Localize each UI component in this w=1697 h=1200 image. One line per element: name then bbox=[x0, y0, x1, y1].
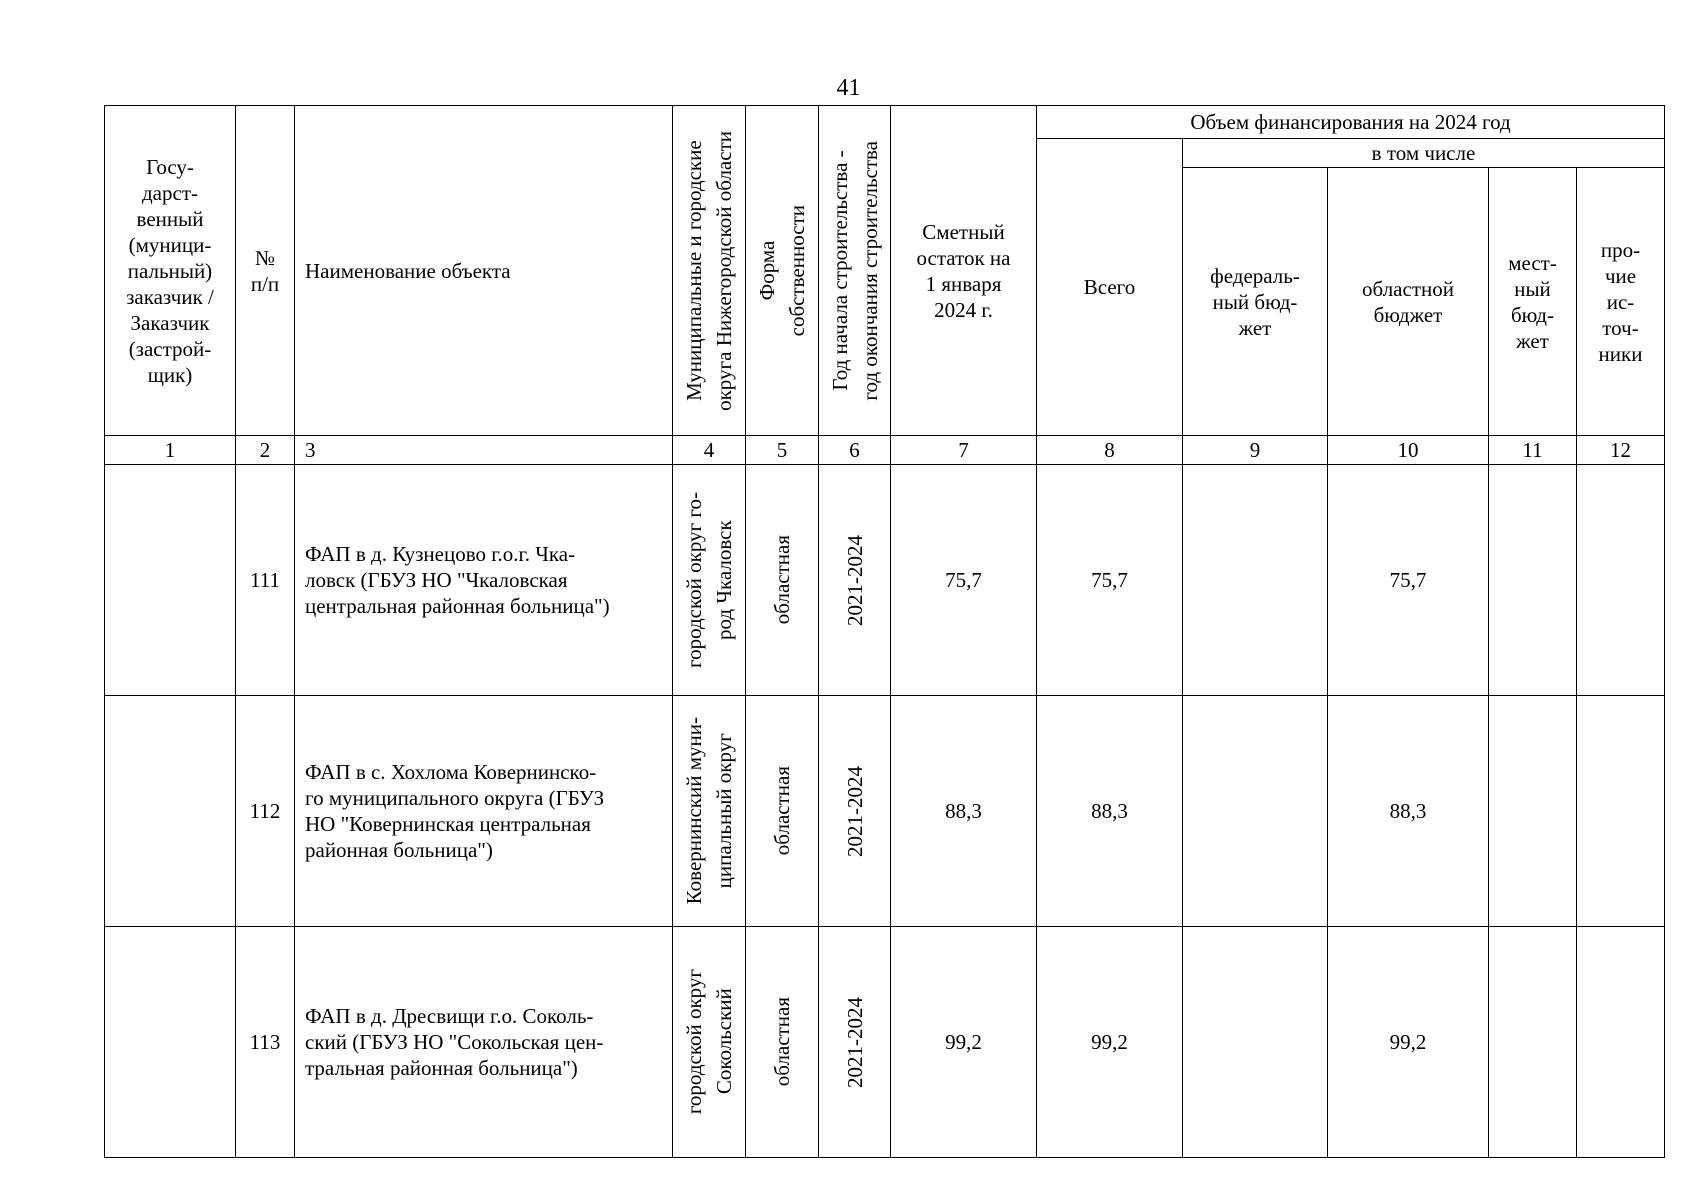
cell-number: 113 bbox=[236, 927, 295, 1158]
cell-local bbox=[1489, 696, 1577, 927]
header-customer-line: щик) bbox=[147, 362, 193, 387]
column-number: 11 bbox=[1489, 436, 1577, 465]
cell-ownership-text: областная bbox=[770, 766, 794, 856]
header-regional-line: бюджет bbox=[1373, 302, 1443, 327]
cell-object-name-line: НО "Ковернинская центральная bbox=[305, 812, 591, 836]
header-row-top bbox=[105, 106, 1665, 139]
cell-other bbox=[1577, 696, 1665, 927]
table-row bbox=[105, 696, 1665, 927]
cell-other bbox=[1577, 927, 1665, 1158]
header-regional bbox=[1328, 168, 1489, 436]
cell-object-name-line: ловск (ГБУЗ НО "Чкаловская bbox=[305, 568, 568, 592]
cell-federal bbox=[1183, 696, 1328, 927]
cell-customer bbox=[105, 927, 236, 1158]
funding-table bbox=[104, 105, 1665, 1158]
cell-years bbox=[819, 696, 891, 927]
cell-municipality-line: городской округ го- bbox=[682, 492, 706, 668]
header-years bbox=[819, 106, 891, 436]
cell-local bbox=[1489, 465, 1577, 696]
cell-number: 112 bbox=[236, 696, 295, 927]
column-number: 12 bbox=[1577, 436, 1665, 465]
cell-object-name bbox=[295, 927, 673, 1158]
cell-object-name-line: ский (ГБУЗ НО "Сокольская цен- bbox=[305, 1030, 604, 1054]
cell-municipality bbox=[673, 696, 746, 927]
cell-regional: 99,2 bbox=[1328, 927, 1489, 1158]
cell-object-name-line: центральная районная больница") bbox=[305, 594, 610, 618]
header-municipality-line: округа Нижегородской области bbox=[712, 130, 736, 411]
header-other-line: про- bbox=[1600, 237, 1641, 262]
header-number-sign: № bbox=[254, 245, 276, 270]
header-customer-line: венный bbox=[136, 206, 204, 231]
cell-municipality-line: Ковернинский муни- bbox=[682, 717, 706, 905]
header-other-line: ники bbox=[1598, 341, 1643, 366]
cell-federal bbox=[1183, 465, 1328, 696]
header-ownership bbox=[746, 106, 819, 436]
column-number: 6 bbox=[819, 436, 891, 465]
header-federal-line: федераль- bbox=[1210, 263, 1300, 288]
header-estimate-line: Сметный bbox=[922, 219, 1005, 244]
header-total: Всего bbox=[1037, 139, 1183, 436]
cell-estimate: 99,2 bbox=[891, 927, 1037, 1158]
header-estimate bbox=[891, 106, 1037, 436]
column-number: 3 bbox=[295, 436, 673, 465]
header-customer-line: заказчик / bbox=[126, 284, 214, 309]
column-number: 1 bbox=[105, 436, 236, 465]
header-including: в том числе bbox=[1183, 139, 1665, 168]
header-customer-line: пальный) bbox=[127, 258, 213, 283]
cell-number: 111 bbox=[236, 465, 295, 696]
header-customer-line: (застрой- bbox=[128, 336, 212, 361]
column-number: 2 bbox=[236, 436, 295, 465]
cell-ownership-text: областная bbox=[770, 535, 794, 625]
cell-years-text: 2021-2024 bbox=[842, 996, 867, 1088]
column-number: 8 bbox=[1037, 436, 1183, 465]
cell-years-text: 2021-2024 bbox=[842, 765, 867, 857]
cell-customer bbox=[105, 696, 236, 927]
cell-municipality-line: городской округ bbox=[682, 969, 706, 1115]
column-number-row bbox=[105, 436, 1665, 465]
header-estimate-line: 2024 г. bbox=[934, 297, 993, 322]
cell-total: 75,7 bbox=[1037, 465, 1183, 696]
header-local bbox=[1489, 168, 1577, 436]
header-ownership-line: собственности bbox=[785, 204, 809, 337]
cell-years bbox=[819, 927, 891, 1158]
cell-object-name bbox=[295, 696, 673, 927]
cell-municipality-line: род Чкаловск bbox=[712, 520, 736, 640]
cell-ownership bbox=[746, 465, 819, 696]
cell-other bbox=[1577, 465, 1665, 696]
cell-municipality-line: Сокольский bbox=[712, 989, 736, 1095]
header-funding-title: Объем финансирования на 2024 год bbox=[1037, 106, 1665, 139]
column-number: 5 bbox=[746, 436, 819, 465]
cell-municipality-line: ципальный округ bbox=[712, 733, 736, 889]
cell-object-name-line: ФАП в с. Хохлома Ковернинско- bbox=[305, 760, 597, 784]
header-estimate-line: 1 января bbox=[925, 271, 1002, 296]
header-number bbox=[236, 106, 295, 436]
cell-years-text: 2021-2024 bbox=[842, 534, 867, 626]
cell-object-name-line: го муниципального округа (ГБУЗ bbox=[305, 786, 605, 810]
header-local-line: бюд- bbox=[1511, 302, 1554, 327]
cell-total: 88,3 bbox=[1037, 696, 1183, 927]
header-customer-line: Госу- bbox=[146, 154, 194, 179]
header-federal-line: ный бюд- bbox=[1212, 289, 1298, 314]
header-local-line: жет bbox=[1516, 328, 1549, 353]
page-number: 41 bbox=[836, 75, 861, 101]
cell-estimate: 75,7 bbox=[891, 465, 1037, 696]
cell-object-name bbox=[295, 465, 673, 696]
header-federal bbox=[1183, 168, 1328, 436]
header-local-line: ный bbox=[1514, 276, 1551, 301]
header-local-line: мест- bbox=[1508, 250, 1557, 275]
header-other bbox=[1577, 168, 1665, 436]
header-years-line: год окончания строительства bbox=[857, 140, 882, 401]
header-customer bbox=[105, 106, 236, 436]
header-number-label: п/п bbox=[250, 271, 280, 296]
column-number: 4 bbox=[673, 436, 746, 465]
header-other-line: ис- bbox=[1606, 289, 1635, 314]
header-customer-line: Заказчик bbox=[130, 310, 210, 335]
table-row bbox=[105, 927, 1665, 1158]
header-regional-line: областной bbox=[1362, 276, 1454, 301]
header-estimate-line: остаток на bbox=[916, 245, 1011, 270]
header-municipality bbox=[673, 106, 746, 436]
cell-object-name-line: ФАП в д. Кузнецово г.о.г. Чка- bbox=[305, 542, 576, 566]
cell-object-name-line: ФАП в д. Дресвищи г.о. Соколь- bbox=[305, 1004, 594, 1028]
cell-ownership bbox=[746, 696, 819, 927]
cell-estimate: 88,3 bbox=[891, 696, 1037, 927]
cell-municipality bbox=[673, 927, 746, 1158]
column-number: 10 bbox=[1328, 436, 1489, 465]
cell-object-name-line: тральная районная больница") bbox=[305, 1056, 578, 1080]
header-customer-line: (муници- bbox=[128, 232, 212, 257]
header-other-line: чие bbox=[1604, 263, 1637, 288]
cell-municipality bbox=[673, 465, 746, 696]
cell-local bbox=[1489, 927, 1577, 1158]
header-years-line: Год начала строительства - bbox=[827, 150, 852, 391]
header-municipality-line: Муниципальные и городские bbox=[682, 140, 706, 401]
header-customer-lines bbox=[105, 154, 235, 388]
header-ownership-line: Форма bbox=[755, 240, 779, 301]
cell-object-name-line: районная больница") bbox=[305, 838, 493, 862]
cell-total: 99,2 bbox=[1037, 927, 1183, 1158]
cell-ownership bbox=[746, 927, 819, 1158]
table-row bbox=[105, 465, 1665, 696]
cell-regional: 88,3 bbox=[1328, 696, 1489, 927]
header-object-name: Наименование объекта bbox=[295, 106, 673, 436]
cell-federal bbox=[1183, 927, 1328, 1158]
cell-ownership-text: областная bbox=[770, 997, 794, 1087]
header-other-line: точ- bbox=[1602, 315, 1639, 340]
header-customer-line: дарст- bbox=[142, 180, 198, 205]
header-federal-line: жет bbox=[1238, 315, 1272, 340]
cell-customer bbox=[105, 465, 236, 696]
column-number: 7 bbox=[891, 436, 1037, 465]
cell-years bbox=[819, 465, 891, 696]
column-number: 9 bbox=[1183, 436, 1328, 465]
cell-regional: 75,7 bbox=[1328, 465, 1489, 696]
